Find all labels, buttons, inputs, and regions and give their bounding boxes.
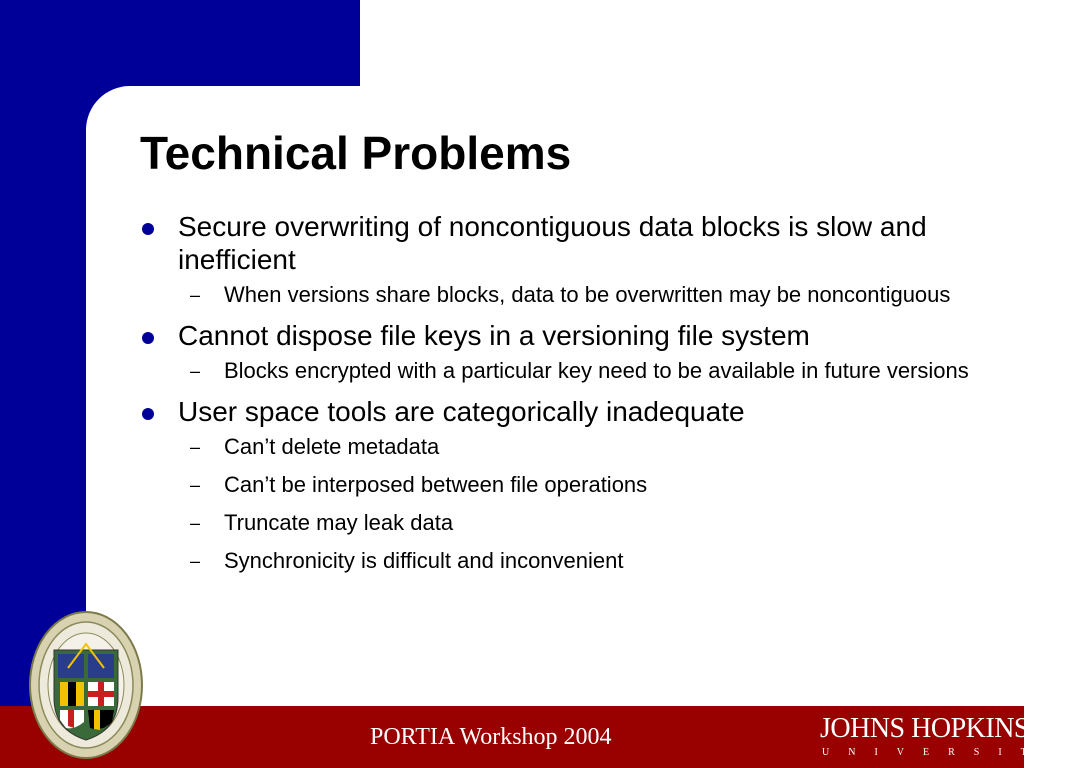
sub-bullet-item (178, 433, 1000, 461)
bullet-text: Secure overwriting of noncontiguous data blocks is slow and inefficient (178, 211, 927, 275)
sub-bullet-list (178, 357, 1000, 385)
dash-icon: – (190, 361, 201, 381)
sub-bullet-text: Synchronicity is difficult and inconvenient (224, 548, 624, 573)
bullet-dot-icon (142, 223, 154, 235)
bullet-list (140, 210, 1000, 585)
university-logo-sub: UNIVERSITY (822, 747, 1072, 758)
bullet-text: Cannot dispose file keys in a versioning file system (178, 320, 810, 351)
sub-bullet-text: Can’t be interposed between file operations (224, 472, 648, 497)
sub-bullet-item (178, 357, 1000, 385)
sub-bullet-text: Can’t delete metadata (224, 434, 440, 459)
dash-icon: – (190, 475, 201, 495)
dash-icon: – (190, 551, 201, 571)
university-seal-icon (28, 610, 144, 760)
sub-bullet-item (178, 509, 1000, 537)
dash-icon: – (190, 513, 201, 533)
bullet-dot-icon (142, 408, 154, 420)
sub-bullet-text: When versions share blocks, data to be overwritten may be noncontiguous (224, 282, 951, 307)
sub-bullet-text: Truncate may leak data (224, 510, 454, 535)
bullet-text: User space tools are categorically inadequate (178, 396, 745, 427)
university-logo-name: JOHNS HOPKINS (820, 713, 1029, 744)
sub-bullet-item (178, 547, 1000, 575)
sub-bullet-item (178, 281, 1000, 309)
bullet-item (140, 395, 1000, 575)
sub-bullet-list (178, 281, 1000, 309)
footer-text: PORTIA Workshop 2004 (370, 724, 612, 750)
bullet-dot-icon (142, 332, 154, 344)
bullet-item (140, 319, 1000, 385)
dash-icon: – (190, 437, 201, 457)
slide-title: Technical Problems (140, 127, 572, 179)
bullet-item (140, 210, 1000, 309)
dash-icon: – (190, 285, 201, 305)
sub-bullet-list (178, 433, 1000, 575)
sub-bullet-text: Blocks encrypted with a particular key need to be available in future versions (224, 358, 969, 383)
sub-bullet-item (178, 471, 1000, 499)
